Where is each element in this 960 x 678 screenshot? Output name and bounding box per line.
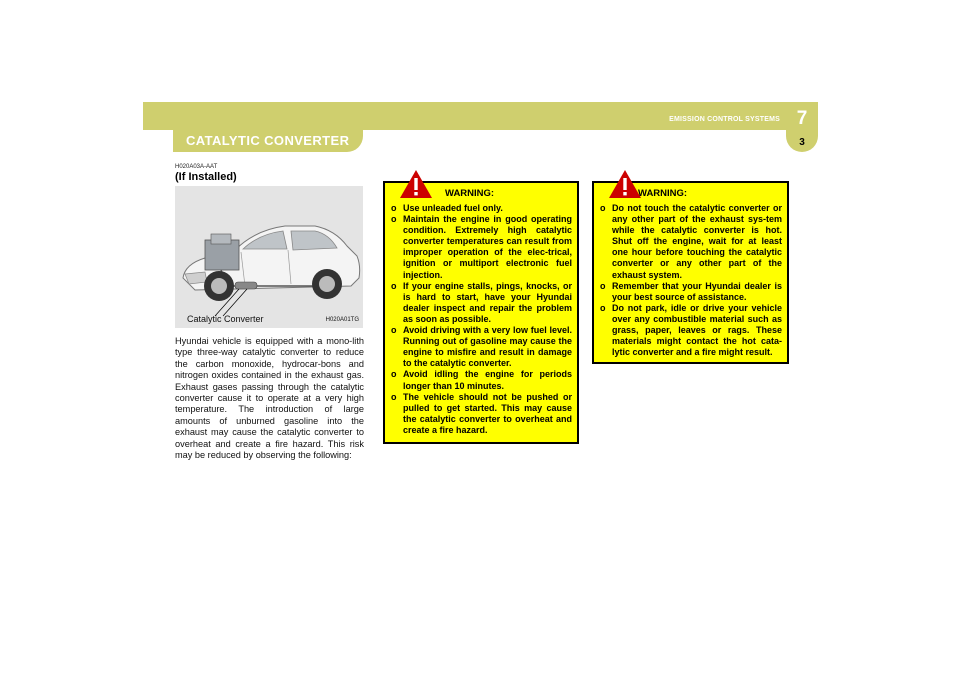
chapter-number: 7 xyxy=(796,108,808,129)
warning-list xyxy=(391,203,572,436)
bullet: o xyxy=(600,203,606,213)
warning-list xyxy=(600,203,782,358)
warning-heading: WARNING: xyxy=(445,188,495,199)
warning-item-text: Remember that your Hyundai dealer is your best source of assistance. xyxy=(612,280,782,302)
warning-triangle-icon xyxy=(608,169,642,199)
warning-item xyxy=(600,303,782,358)
warning-box-2 xyxy=(592,181,789,364)
page-number: 3 xyxy=(799,137,805,148)
car-illustration xyxy=(175,186,363,328)
warning-item-text: If your engine stalls, pings, knocks, or is hard to start, have your Hyundai dealer inspect and repair the problem as soon as possible. xyxy=(403,280,572,324)
bullet: o xyxy=(391,280,397,291)
warning-heading: WARNING: xyxy=(638,188,688,199)
warning-item xyxy=(600,281,782,303)
bullet: o xyxy=(391,391,397,402)
warning-item-text: Avoid idling the engine for periods longer than 10 minutes. xyxy=(403,369,572,391)
figure-code: H020A01TG xyxy=(325,317,359,323)
bullet: o xyxy=(391,369,397,380)
warning-item xyxy=(600,203,782,281)
bullet: o xyxy=(391,325,397,336)
section-subtitle: (If Installed) xyxy=(175,171,237,183)
warning-item xyxy=(391,369,572,391)
figure-caption: Catalytic Converter xyxy=(187,314,264,324)
warning-item xyxy=(391,203,572,214)
bullet: o xyxy=(391,203,397,213)
warning-item xyxy=(391,281,572,325)
warning-item xyxy=(391,325,572,369)
bullet: o xyxy=(600,280,606,291)
bullet: o xyxy=(391,214,397,225)
bullet: o xyxy=(600,302,606,313)
warning-item xyxy=(391,214,572,281)
warning-triangle-icon xyxy=(399,169,433,199)
body-paragraph: Hyundai vehicle is equipped with a mono-lith type three-way catalytic converter to reduce the carbon monoxide, hydrocar-bons and nitrogen oxides contained in the exhaust gas. Exhaust gases passing through the catalytic converter cause it to operate at a very high temperature. The introduction of large amounts of unburned gasoline into the exhaust may cause the catalytic converter to overheat and create a fire hazard. This risk may be reduced by observing the following: xyxy=(175,336,364,461)
warning-item-text: Do not touch the catalytic converter or any other part of the exhaust sys-tem while the catalytic converter is hot. Shut off the engine, wait for at least one hour before touching the catalytic converter or any other part of the exhaust system. xyxy=(612,203,782,280)
warning-item-text: Use unleaded fuel only. xyxy=(403,203,503,213)
chapter-title: EMISSION CONTROL SYSTEMS xyxy=(669,116,780,123)
warning-item-text: Do not park, idle or drive your vehicle over any combustible material such as grass, paper, leaves or rags. These materials might contact the hot cata-lytic converter and a fire might result. xyxy=(612,302,782,358)
warning-item xyxy=(391,392,572,436)
section-title: CATALYTIC CONVERTER xyxy=(186,133,350,148)
warning-item-text: Maintain the engine in good operating condition. Extremely high catalytic converter temperatures can result from improper operation of the elec-trical, ignition or multiport electronic fuel injection. xyxy=(403,214,572,280)
section-code: H020A03A-AAT xyxy=(175,164,218,170)
warning-box-1 xyxy=(383,181,579,444)
car-drawing-icon xyxy=(175,186,363,328)
warning-item-text: The vehicle should not be pushed or pulled to get started. This may cause the catalytic converter to overheat and create a fire hazard. xyxy=(403,391,572,435)
warning-item-text: Avoid driving with a very low fuel level. Running out of gasoline may cause the engine to misfire and result in damage to the catalytic converter. xyxy=(403,325,572,369)
